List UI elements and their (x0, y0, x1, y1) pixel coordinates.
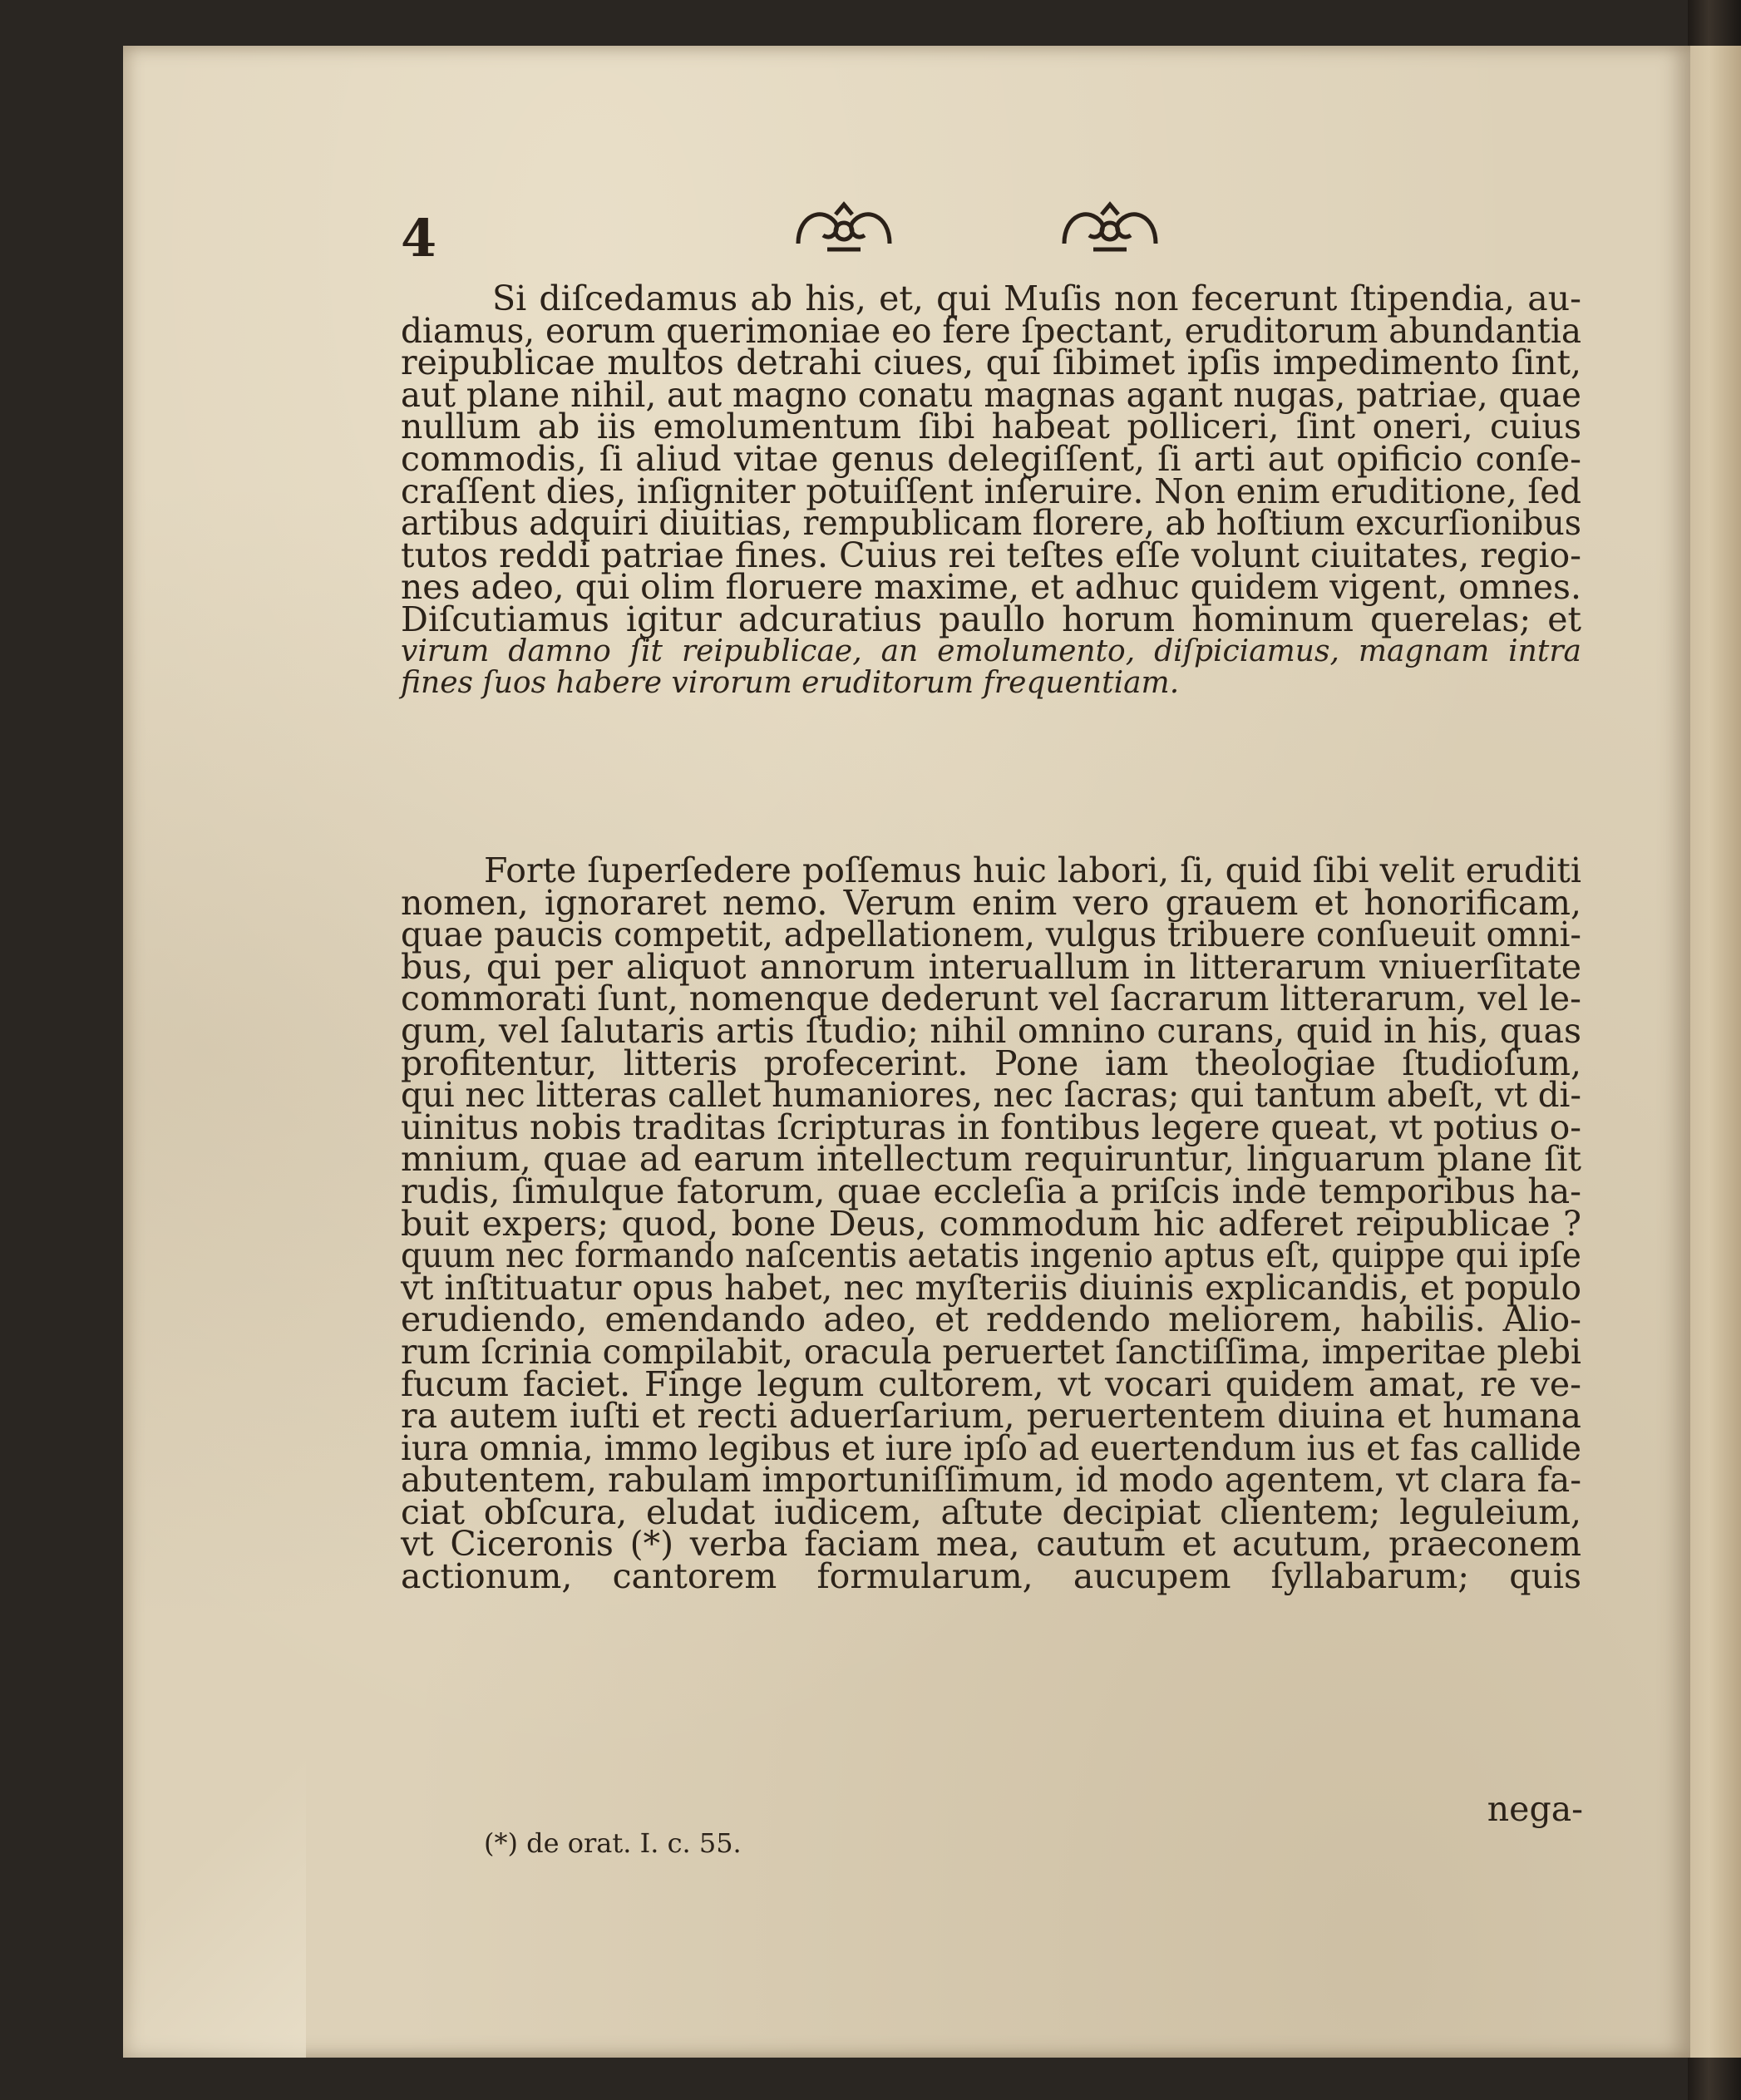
next-page-edge (1688, 46, 1741, 2058)
text-line: profitentur, litteris profecerint. Pone iam theologiae ſtudioſum, (401, 1043, 1581, 1083)
ornament-right-icon (1056, 198, 1164, 254)
paragraph-1 (401, 279, 1581, 701)
text-line: quae paucis competit, adpellationem, vulgus tribuere conſueuit omni- (401, 914, 1581, 955)
text-line: mnium, quae ad earum intellectum requiruntur, linguarum plane ſit (401, 1139, 1581, 1180)
text-line: iura omnia, immo legibus et iure ipſo ad euertendum ius et fas callide (401, 1427, 1581, 1468)
text-line: ra autem iuſti et recti aduerſarium, peruertentem diuina et humana (401, 1396, 1581, 1437)
text-line: erudiendo, emendando adeo, et reddendo meliorem, habilis. Alio- (401, 1299, 1581, 1340)
text-line: gum, vel ſalutaris artis ſtudio; nihil omnino curans, quid in his, quas (401, 1010, 1581, 1051)
text-line: Diſcutiamus igitur adcuratius paullo horum hominum querelas; et (401, 599, 1581, 639)
text-line: ciat obſcura, eludat iudicem, aſtute decipiat clientem; leguleium, (401, 1491, 1581, 1532)
text-line: rudis, ſimulque fatorum, quae eccleſia a priſcis inde temporibus ha- (401, 1171, 1581, 1211)
italic-line: fines ſuos habere virorum eruditorum frequentiam. (401, 666, 1180, 701)
italic-line: virum damno ſit reipublicae, an emolumento, diſpiciamus, magnam intra (401, 633, 1581, 668)
text-line: diamus, eorum querimoniae eo fere ſpectant, eruditorum abundantia (401, 310, 1581, 351)
text-line: quum nec formando naſcentis aetatis ingenio aptus eſt, quippe qui ipſe (401, 1235, 1581, 1276)
text-line: actionum, cantorem formularum, aucupem ſyllabarum; quis (401, 1556, 1581, 1597)
text-line: bus, qui per aliquot annorum interuallum in litterarum vniuerſitate (401, 946, 1581, 987)
text-line: Forte ſuperſedere poſſemus huic labori, ſi, quid ſibi velit eruditi (484, 850, 1581, 890)
text-line: uinitus nobis traditas ſcripturas in fontibus legere queat, vt potius o- (401, 1107, 1581, 1147)
text-line: rum ſcrinia compilabit, oracula peruertet ſanctiſſima, imperitae plebi (401, 1331, 1581, 1372)
text-line: vt inſtituatur opus habet, nec myſteriis diuinis explicandis, et populo (401, 1267, 1581, 1308)
text-line: abutentem, rabulam importuniſſimum, id modo agentem, vt clara fa- (401, 1460, 1581, 1501)
text-line: nullum ab iis emolumentum ſibi habeat polliceri, ſint oneri, cuius (401, 407, 1581, 447)
text-line: commorati ſunt, nomenque dederunt vel ſacrarum litterarum, vel le- (401, 979, 1581, 1019)
text-line: vt Ciceronis (*) verba faciam mea, cautum et acutum, praeconem (401, 1524, 1581, 1565)
paragraph-2 (401, 850, 1581, 1597)
text-line: nomen, ignoraret nemo. Verum enim vero grauem et honorificam, (401, 882, 1581, 923)
text-line: commodis, ſi aliud vitae genus delegiſſent, ſi arti aut opificio conſe- (401, 438, 1581, 479)
text-line: qui nec litteras callet humaniores, nec ſacras; qui tantum abeſt, vt di- (401, 1075, 1581, 1116)
text-line: tutos reddi patriae fines. Cuius rei teſtes eſſe volunt ciuitates, regio- (401, 535, 1581, 575)
catchword: nega- (1487, 1789, 1583, 1829)
text-line: fucum faciet. Finge legum cultorem, vt vocari quidem amat, re ve- (401, 1363, 1581, 1404)
text-line: craſſent dies, inſigniter potuiſſent inſeruire. Non enim eruditione, ſed (401, 471, 1581, 511)
footnote: (*) de orat. I. c. 55. (484, 1827, 742, 1859)
ornament-left-icon (790, 198, 898, 254)
text-line: nes adeo, qui olim floruere maxime, et adhuc quidem vigent, omnes. (401, 567, 1581, 608)
text-line: Si diſcedamus ab his, et, qui Muſis non fecerunt ſtipendia, au- (492, 279, 1581, 318)
text-line: artibus adquiri diuitias, rempublicam florere, ab hoſtium excurſionibus (401, 503, 1581, 544)
text-line: buit expers; quod, bone Deus, commodum hic adferet reipublicae ? (401, 1203, 1581, 1244)
text-line: aut plane nihil, aut magno conatu magnas agant nugas, patriae, quae (401, 374, 1581, 415)
page-fold-corner (123, 1729, 306, 2058)
page-number: 4 (401, 208, 437, 269)
text-line: reipublicae multos detrahi ciues, qui ſibimet ipſis impedimento ſint, (401, 343, 1581, 383)
